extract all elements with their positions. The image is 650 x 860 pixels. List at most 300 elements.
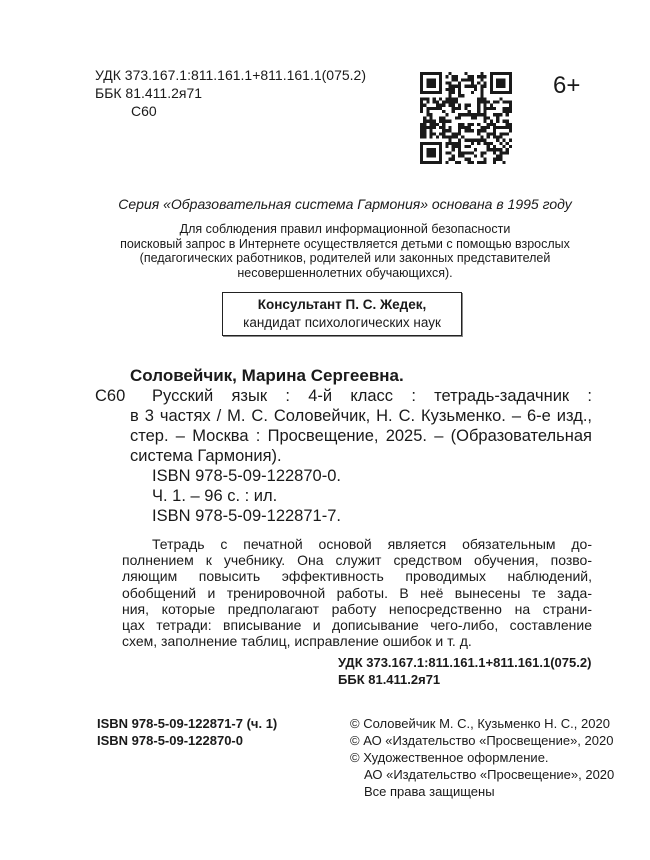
qr-module [436, 91, 439, 94]
annotation-line: полнением к учебнику. Она служит средством обучения, позво- [122, 552, 592, 569]
qr-module [461, 78, 464, 81]
qr-module [439, 88, 442, 91]
qr-module [426, 151, 429, 154]
qr-module [423, 97, 426, 100]
qr-module [439, 82, 442, 85]
qr-module [487, 148, 490, 151]
qr-module [490, 78, 493, 81]
qr-module [433, 120, 436, 123]
qr-module [464, 129, 467, 132]
copyright-block [350, 715, 614, 800]
qr-module [506, 107, 509, 110]
qr-module [506, 142, 509, 145]
qr-module [442, 110, 445, 113]
qr-module [439, 85, 442, 88]
qr-module [493, 161, 496, 164]
qr-module [490, 132, 493, 135]
qr-module [461, 113, 464, 116]
qr-module [483, 142, 486, 145]
qr-module [458, 94, 461, 97]
qr-module [509, 126, 512, 129]
qr-module [423, 142, 426, 145]
qr-module [449, 139, 452, 142]
qr-module [449, 129, 452, 132]
qr-module [499, 97, 502, 100]
qr-module [436, 123, 439, 126]
qr-module [509, 110, 512, 113]
qr-module [483, 101, 486, 104]
qr-module [496, 116, 499, 119]
notice-line: Для соблюдения правил информационной безопасности [179, 222, 511, 236]
qr-module [468, 161, 471, 164]
qr-module [439, 116, 442, 119]
qr-module [420, 91, 423, 94]
qr-module [468, 123, 471, 126]
qr-module [464, 104, 467, 107]
qr-module [458, 142, 461, 145]
qr-module [433, 132, 436, 135]
qr-module [483, 110, 486, 113]
qr-module [445, 135, 448, 138]
qr-module [426, 97, 429, 100]
qr-module [452, 88, 455, 91]
qr-module [426, 107, 429, 110]
qr-module [509, 75, 512, 78]
qr-module [468, 145, 471, 148]
qr-module [420, 101, 423, 104]
qr-module [452, 132, 455, 135]
qr-module [452, 158, 455, 161]
qr-module [439, 145, 442, 148]
bib-code: С60 [95, 387, 126, 405]
qr-module [483, 139, 486, 142]
qr-module [452, 97, 455, 100]
qr-module [487, 126, 490, 129]
qr-module [420, 82, 423, 85]
qr-module [455, 116, 458, 119]
qr-module [483, 113, 486, 116]
qr-module [509, 82, 512, 85]
qr-module [496, 148, 499, 151]
qr-module [430, 151, 433, 154]
qr-module [464, 78, 467, 81]
qr-module [483, 120, 486, 123]
author-heading: Соловейчик, Марина Сергеевна. [130, 366, 404, 385]
qr-module [502, 107, 505, 110]
qr-module [468, 151, 471, 154]
qr-module [506, 110, 509, 113]
qr-module [480, 139, 483, 142]
qr-module [499, 91, 502, 94]
qr-module [439, 161, 442, 164]
qr-module [496, 91, 499, 94]
qr-module [439, 91, 442, 94]
qr-module [493, 145, 496, 148]
qr-module [496, 78, 499, 81]
qr-module [480, 135, 483, 138]
qr-module [509, 139, 512, 142]
qr-module [433, 91, 436, 94]
qr-module [506, 123, 509, 126]
qr-module [490, 123, 493, 126]
qr-module [468, 129, 471, 132]
qr-module [506, 91, 509, 94]
qr-module [480, 101, 483, 104]
qr-module [487, 132, 490, 135]
qr-module [461, 126, 464, 129]
qr-module [506, 132, 509, 135]
qr-module [506, 148, 509, 151]
qr-module [480, 161, 483, 164]
bib-isbn-part: ISBN 978-5-09-122871-7. [152, 507, 341, 525]
qr-module [509, 129, 512, 132]
qr-module [439, 148, 442, 151]
qr-module [420, 85, 423, 88]
qr-module [426, 78, 429, 81]
qr-module [455, 75, 458, 78]
qr-module [490, 107, 493, 110]
notice-line: поисковый запрос в Интернете осуществляется детьми с помощью взрослых [120, 236, 570, 251]
qr-module [426, 85, 429, 88]
qr-module [493, 123, 496, 126]
qr-module [490, 82, 493, 85]
consultant-name: Консультант П. С. Жедек, [257, 297, 427, 312]
qr-module [506, 151, 509, 154]
qr-module [449, 72, 452, 75]
qr-module [468, 126, 471, 129]
qr-module [449, 158, 452, 161]
qr-module [449, 85, 452, 88]
qr-module [477, 132, 480, 135]
qr-module [496, 101, 499, 104]
qr-module [471, 161, 474, 164]
qr-module [426, 161, 429, 164]
qr-module [464, 72, 467, 75]
qr-module [477, 110, 480, 113]
qr-module [426, 113, 429, 116]
qr-module [502, 91, 505, 94]
qr-module [496, 154, 499, 157]
qr-module [509, 104, 512, 107]
qr-module [458, 161, 461, 164]
qr-module [426, 91, 429, 94]
copyright-line: АО «Издательство «Просвещение», 2020 [364, 767, 615, 782]
qr-module [458, 82, 461, 85]
qr-module [430, 129, 433, 132]
qr-module [436, 101, 439, 104]
qr-module [468, 78, 471, 81]
qr-module [442, 135, 445, 138]
bibliographic-record [130, 386, 592, 526]
qr-module [506, 120, 509, 123]
qr-module [471, 139, 474, 142]
qr-module [502, 78, 505, 81]
qr-module [458, 139, 461, 142]
qr-module [480, 75, 483, 78]
qr-module [439, 158, 442, 161]
qr-module [458, 148, 461, 151]
qr-module [458, 85, 461, 88]
qr-module [477, 101, 480, 104]
qr-module [423, 126, 426, 129]
qr-module [458, 154, 461, 157]
qr-module [445, 142, 448, 145]
qr-module [474, 154, 477, 157]
qr-module [439, 72, 442, 75]
qr-module [423, 72, 426, 75]
qr-module [442, 116, 445, 119]
qr-module [449, 120, 452, 123]
qr-module [496, 120, 499, 123]
qr-module [445, 145, 448, 148]
qr-module [477, 104, 480, 107]
qr-module [480, 151, 483, 154]
qr-module [480, 113, 483, 116]
qr-module [477, 97, 480, 100]
qr-module [423, 129, 426, 132]
qr-module [493, 151, 496, 154]
qr-module [483, 158, 486, 161]
qr-module [430, 135, 433, 138]
qr-module [499, 126, 502, 129]
qr-module [420, 148, 423, 151]
qr-module [480, 85, 483, 88]
qr-module [490, 104, 493, 107]
qr-module [449, 135, 452, 138]
qr-module [487, 135, 490, 138]
qr-module [471, 75, 474, 78]
qr-module [420, 126, 423, 129]
qr-module [509, 107, 512, 110]
qr-module [493, 158, 496, 161]
qr-module [449, 142, 452, 145]
qr-module [483, 75, 486, 78]
qr-module [506, 101, 509, 104]
qr-module [452, 107, 455, 110]
qr-module [426, 148, 429, 151]
qr-module [499, 142, 502, 145]
qr-module [458, 145, 461, 148]
qr-module [506, 72, 509, 75]
qr-module [509, 123, 512, 126]
qr-module [420, 78, 423, 81]
qr-module [455, 142, 458, 145]
qr-module [509, 85, 512, 88]
qr-module [502, 145, 505, 148]
qr-module [445, 120, 448, 123]
qr-module [442, 132, 445, 135]
qr-module [433, 151, 436, 154]
header-codes [95, 66, 366, 120]
qr-module [445, 82, 448, 85]
isbn-set: ISBN 978-5-09-122870-0 [97, 733, 243, 748]
qr-module [426, 120, 429, 123]
qr-module [452, 101, 455, 104]
qr-module [420, 132, 423, 135]
qr-module [430, 82, 433, 85]
qr-module [458, 126, 461, 129]
qr-module [439, 97, 442, 100]
qr-module [490, 72, 493, 75]
qr-module [464, 126, 467, 129]
qr-module [455, 85, 458, 88]
qr-module [433, 97, 436, 100]
qr-module [487, 142, 490, 145]
qr-module [474, 139, 477, 142]
qr-module [452, 75, 455, 78]
qr-module [471, 113, 474, 116]
qr-module [499, 151, 502, 154]
author-code: С60 [131, 103, 157, 119]
qr-module [445, 129, 448, 132]
qr-module [430, 142, 433, 145]
qr-module [502, 126, 505, 129]
qr-module [474, 85, 477, 88]
qr-module [433, 123, 436, 126]
qr-module [471, 78, 474, 81]
qr-module [452, 148, 455, 151]
qr-module [436, 161, 439, 164]
qr-module [433, 101, 436, 104]
qr-module [499, 113, 502, 116]
qr-module [471, 82, 474, 85]
qr-module [502, 85, 505, 88]
qr-module [430, 154, 433, 157]
bib-line: стер. – Москва : Просвещение, 2025. – (Образовательная [130, 427, 592, 445]
qr-module [430, 120, 433, 123]
qr-module [433, 142, 436, 145]
bib-isbn-set: ISBN 978-5-09-122870-0. [152, 467, 341, 485]
qr-module [420, 88, 423, 91]
qr-module [496, 85, 499, 88]
qr-module [452, 110, 455, 113]
qr-module [502, 120, 505, 123]
qr-module [490, 91, 493, 94]
isbn-list [97, 715, 277, 749]
qr-module [483, 82, 486, 85]
qr-module [430, 91, 433, 94]
qr-module [452, 85, 455, 88]
qr-module [490, 120, 493, 123]
safety-notice [95, 222, 595, 280]
qr-module [480, 154, 483, 157]
qr-module [493, 101, 496, 104]
qr-module [490, 88, 493, 91]
qr-module [430, 126, 433, 129]
qr-module [420, 145, 423, 148]
qr-module [477, 142, 480, 145]
qr-module [445, 113, 448, 116]
qr-module [499, 148, 502, 151]
annotation-line: схем, заполнение таблиц, исправление ошибок и т. д. [122, 633, 472, 650]
qr-module [420, 97, 423, 100]
qr-module [490, 142, 493, 145]
qr-module [464, 85, 467, 88]
qr-module [506, 113, 509, 116]
qr-module [426, 154, 429, 157]
qr-module [420, 142, 423, 145]
qr-module [502, 161, 505, 164]
copyright-line: Все права защищены [364, 784, 495, 799]
qr-module [468, 75, 471, 78]
annotation-line: ляющим повысить эффективность проводимых наблюдений, [122, 568, 592, 585]
qr-module [445, 161, 448, 164]
qr-module [455, 161, 458, 164]
annotation-line: цах тетради: вписывание и дописывание чего-либо, составление [122, 617, 592, 634]
qr-module [445, 75, 448, 78]
qr-module [430, 116, 433, 119]
qr-module [445, 151, 448, 154]
qr-module [480, 88, 483, 91]
bbk-code: ББК 81.411.2я71 [95, 85, 203, 101]
qr-module [430, 113, 433, 116]
qr-module [496, 135, 499, 138]
qr-module [423, 91, 426, 94]
qr-module [426, 82, 429, 85]
qr-module [496, 113, 499, 116]
qr-module [464, 145, 467, 148]
qr-module [442, 101, 445, 104]
qr-module [420, 151, 423, 154]
qr-module [420, 123, 423, 126]
qr-module [502, 139, 505, 142]
qr-module [464, 113, 467, 116]
qr-module [471, 91, 474, 94]
copyright-line: © Художественное оформление. [350, 750, 549, 765]
qr-code [420, 70, 512, 166]
qr-module [452, 104, 455, 107]
qr-module [468, 113, 471, 116]
qr-module [433, 82, 436, 85]
qr-module [477, 123, 480, 126]
qr-module [471, 142, 474, 145]
qr-module [439, 132, 442, 135]
qr-module [471, 123, 474, 126]
udk-code-bold: УДК 373.167.1:811.161.1+811.161.1(075.2) [338, 655, 592, 670]
qr-module [439, 142, 442, 145]
qr-module [509, 72, 512, 75]
qr-module [499, 132, 502, 135]
qr-module [487, 145, 490, 148]
qr-module [461, 151, 464, 154]
qr-module [496, 139, 499, 142]
qr-module [487, 101, 490, 104]
qr-module [436, 107, 439, 110]
qr-module [449, 97, 452, 100]
qr-module [420, 161, 423, 164]
qr-module [509, 88, 512, 91]
qr-module [433, 78, 436, 81]
qr-module [420, 72, 423, 75]
qr-module [445, 88, 448, 91]
qr-module [493, 148, 496, 151]
qr-module [474, 88, 477, 91]
qr-module [474, 113, 477, 116]
annotation [122, 536, 592, 649]
qr-module [502, 82, 505, 85]
qr-module [420, 110, 423, 113]
qr-module [499, 82, 502, 85]
qr-module [423, 104, 426, 107]
qr-module [471, 151, 474, 154]
qr-module [499, 135, 502, 138]
qr-module [439, 104, 442, 107]
qr-module [477, 139, 480, 142]
qr-module [480, 97, 483, 100]
qr-module [499, 78, 502, 81]
qr-module [493, 132, 496, 135]
qr-module [433, 154, 436, 157]
